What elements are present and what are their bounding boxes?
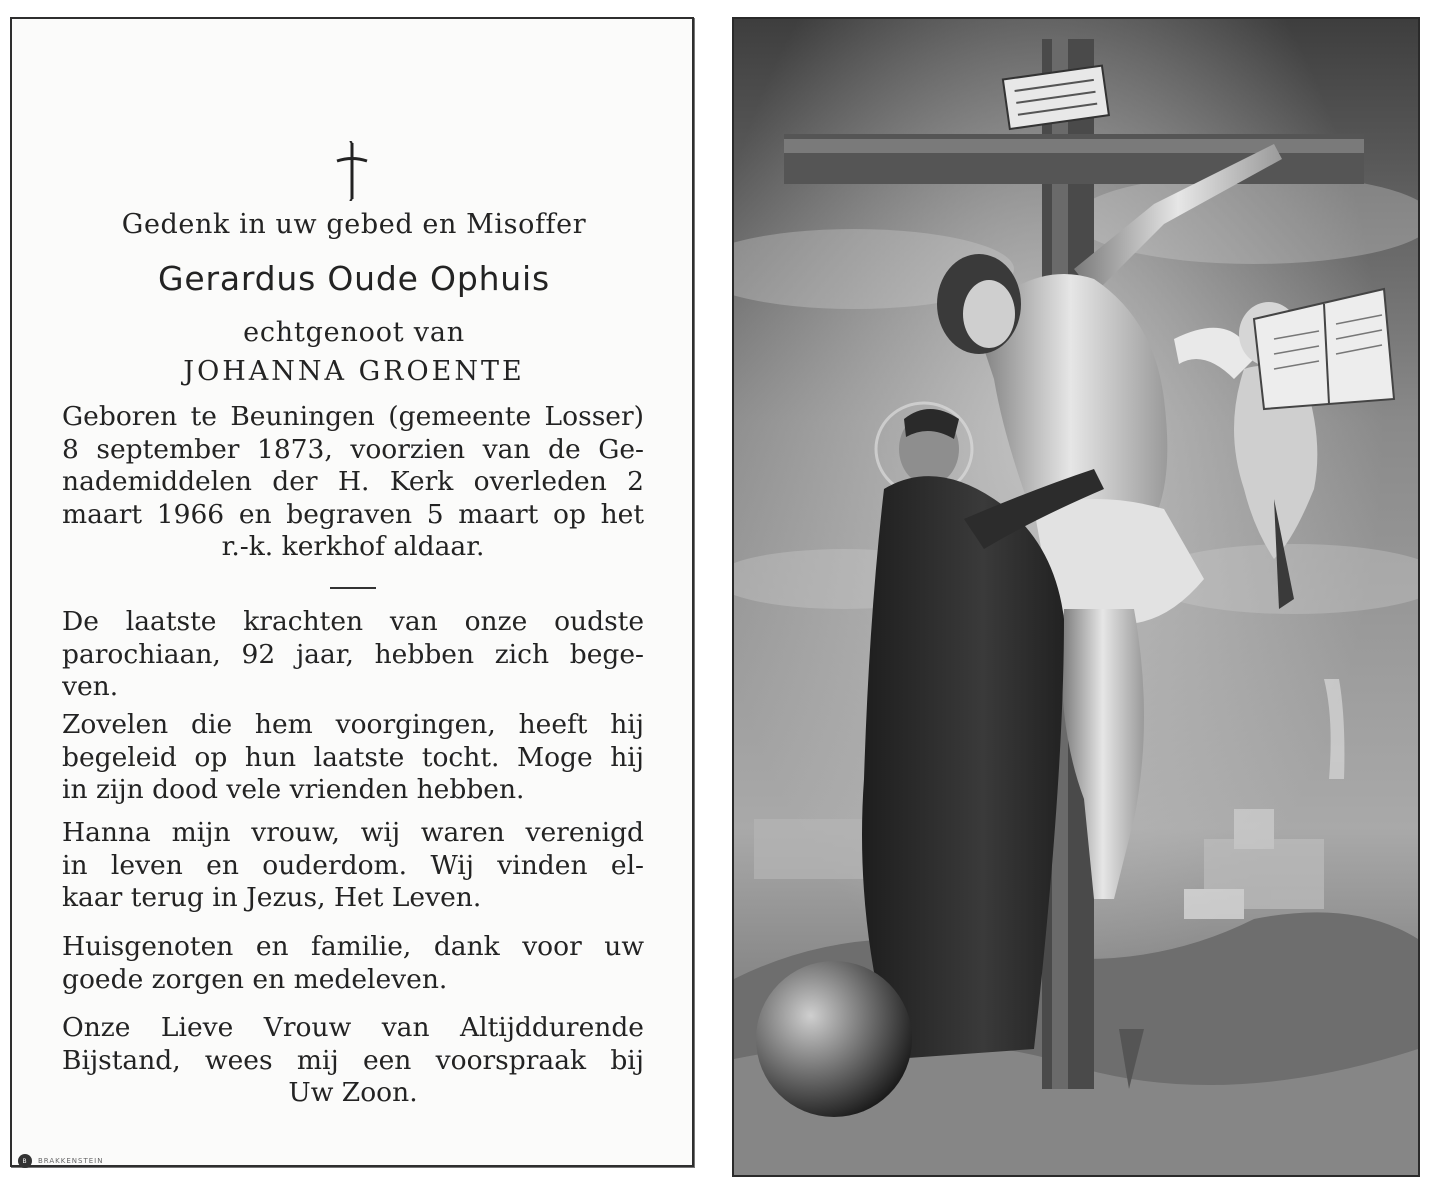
- cross-icon: [334, 141, 370, 201]
- printer-name: BRAKKENSTEIN: [38, 1157, 104, 1165]
- text-line: nademiddelen der H. Kerk overleden 2: [62, 466, 644, 497]
- crucifixion-illustration: [734, 19, 1418, 1175]
- memorial-card-text-side: [10, 17, 694, 1167]
- text-line: De laatste krachten van onze oudste: [62, 606, 644, 637]
- divider: [330, 587, 376, 589]
- text-line: Geboren te Beuningen (gemeente Losser): [62, 401, 644, 432]
- biography-paragraph: [62, 401, 644, 564]
- spouse-name: JOHANNA GROENTE: [183, 356, 525, 387]
- text-line: in leven en ouderdom. Wij vinden el-: [62, 849, 644, 881]
- prayer-heading: Gedenk in uw gebed en Misoffer: [121, 209, 587, 240]
- text-line: r.-k. kerkhof aldaar.: [221, 531, 485, 562]
- text-line: parochiaan, 92 jaar, hebben zich bege-: [62, 638, 644, 670]
- text-line: Hanna mijn vrouw, wij waren verenigd: [62, 817, 644, 848]
- text-line: ven.: [62, 671, 119, 702]
- text-line: Onze Lieve Vrouw van Altijddurende: [62, 1012, 644, 1043]
- text-line: Bijstand, wees mij een voorspraak bij: [62, 1044, 644, 1076]
- printer-mark: [18, 1153, 103, 1169]
- deceased-name: Gerardus Oude Ophuis: [158, 259, 550, 298]
- relation-label: echtgenoot van: [243, 317, 465, 348]
- text-line: begeleid op hun laatste tocht. Moge hij: [62, 741, 644, 773]
- paragraph-prayer: [62, 1012, 644, 1110]
- text-line: 8 september 1873, voorzien van de Ge-: [62, 433, 644, 465]
- text-line: goede zorgen en medeleven.: [62, 963, 448, 995]
- text-line: Zovelen die hem voorgingen, heeft hij: [62, 709, 644, 740]
- text-line: in zijn dood vele vrienden hebben.: [62, 774, 525, 805]
- paragraph-family: [62, 931, 644, 996]
- text-line: maart 1966 en begraven 5 maart op het: [62, 498, 644, 530]
- text-line: Uw Zoon.: [288, 1077, 418, 1108]
- text-line: Huisgenoten en familie, dank voor uw: [62, 931, 644, 962]
- paragraph-last-strength: [62, 606, 644, 704]
- text-line: kaar terug in Jezus, Het Leven.: [62, 882, 482, 913]
- paragraph-wife: [62, 817, 644, 915]
- paragraph-accompanied: [62, 709, 644, 807]
- printer-logo-icon: B: [18, 1154, 32, 1168]
- memorial-card-image-side: [732, 17, 1420, 1177]
- globe-sphere: [756, 961, 912, 1117]
